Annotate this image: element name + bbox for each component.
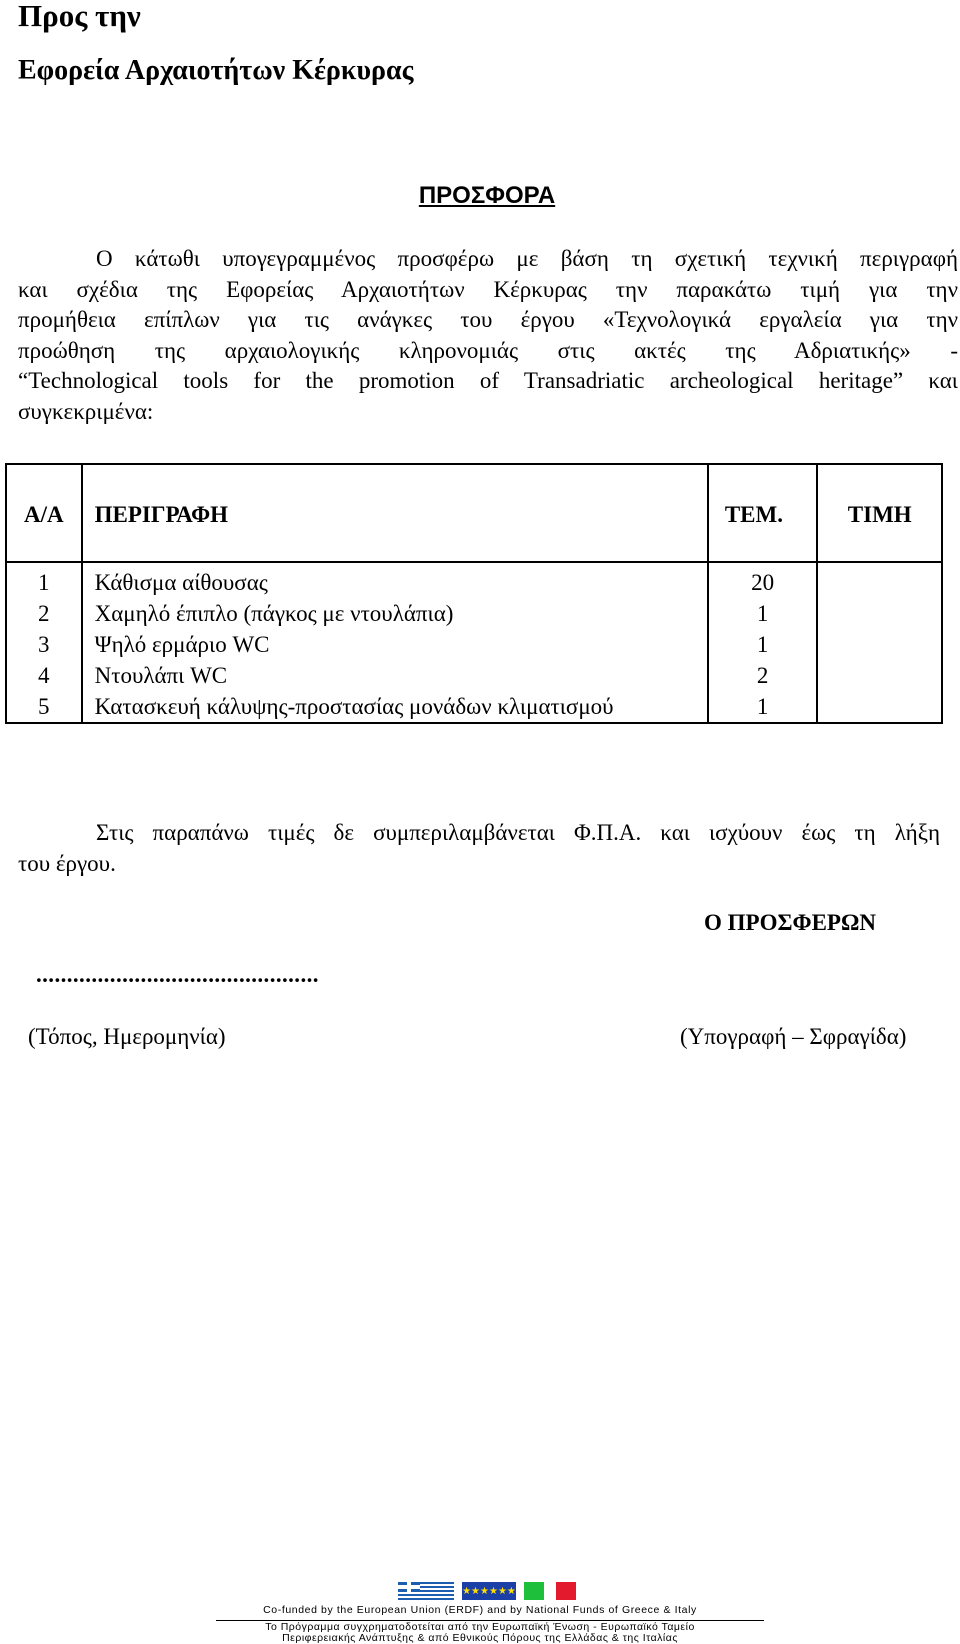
row-quantity: 2 <box>708 660 818 691</box>
row-description: Χαμηλό έπιπλο (πάγκος με ντουλάπια) <box>82 598 708 629</box>
note-line: του έργου. <box>18 850 116 876</box>
note-line: Στις παραπάνω τιμές δε συμπεριλαμβάνεται Φ.Π.Α. και ισχύουν έως τη λήξη <box>96 820 940 845</box>
row-description: Ντουλάπι WC <box>82 660 708 691</box>
place-date-blank[interactable]: .............................................. <box>36 962 319 987</box>
intro-line: Ο κάτωθι υπογεγραμμένος προσφέρω με βάση τη σχετική τεχνική περιγραφή <box>96 246 958 271</box>
row-quantity: 1 <box>708 598 818 629</box>
table-row <box>6 629 942 660</box>
intro-line: και σχέδια της Εφορείας Αρχαιοτήτων Κέρκυρας την παρακάτω τιμή για την <box>18 276 958 302</box>
row-quantity: 1 <box>708 691 818 723</box>
table-header-row <box>6 464 942 562</box>
intro-line: συγκεκριμένα: <box>18 398 154 424</box>
intro-line: “Technological tools for the promotion of Transadriatic archeological heritage” και <box>18 368 958 394</box>
table-row <box>6 660 942 691</box>
place-date-caption: (Τόπος, Ημερομηνία) <box>28 1024 226 1049</box>
table-row <box>6 562 942 598</box>
intro-paragraph <box>18 244 958 428</box>
row-quantity: 20 <box>708 562 818 598</box>
offeror-label: Ο ΠΡΟΣΦΕΡΩΝ <box>704 910 876 935</box>
row-aa: 5 <box>6 691 82 723</box>
footer-programme <box>0 1622 960 1644</box>
row-description: Κατασκευή κάλυψης-προστασίας μονάδων κλιματισμού <box>82 691 708 723</box>
row-price-cell[interactable] <box>817 598 942 629</box>
row-aa: 3 <box>6 629 82 660</box>
addressee-line-2: Εφορεία Αρχαιοτήτων Κέρκυρας <box>18 55 414 86</box>
row-aa: 4 <box>6 660 82 691</box>
intro-line: προώθηση της αρχαιολογικής κληρονομιάς στις ακτές της Αδριατικής» - <box>18 337 958 363</box>
header-description: ΠΕΡΙΓΡΑΦΗ <box>82 464 708 562</box>
intro-line: προμήθεια επίπλων για τις ανάγκες του έργου «Τεχνολογικά εργαλεία για την <box>18 307 958 333</box>
vat-note <box>18 818 940 879</box>
funding-logos <box>398 1582 580 1602</box>
row-price-cell[interactable] <box>817 629 942 660</box>
row-quantity: 1 <box>708 629 818 660</box>
addressee-line-1: Προς την <box>18 0 141 33</box>
row-aa: 1 <box>6 562 82 598</box>
row-price-cell[interactable] <box>817 562 942 598</box>
footer-programme-line: Περιφερειακής Ανάπτυξης & από Εθνικούς Πόρους της Ελλάδας & της Ιταλίας <box>282 1632 678 1644</box>
table-row <box>6 691 942 723</box>
header-aa: Α/Α <box>6 464 82 562</box>
row-description: Κάθισμα αίθουσας <box>82 562 708 598</box>
green-square-icon <box>524 1582 544 1600</box>
header-quantity: ΤΕΜ. <box>708 464 818 562</box>
row-price-cell[interactable] <box>817 691 942 723</box>
footer-cofunded: Co-funded by the European Union (ERDF) and by National Funds of Greece & Italy <box>263 1604 697 1616</box>
row-aa: 2 <box>6 598 82 629</box>
row-description: Ψηλό ερμάριο WC <box>82 629 708 660</box>
document-title: ΠΡΟΣΦΟΡΑ <box>418 182 556 209</box>
red-square-icon <box>556 1582 576 1600</box>
eu-flag-icon: ★★★★★★ <box>462 1582 516 1600</box>
row-price-cell[interactable] <box>817 660 942 691</box>
offer-table <box>5 463 943 724</box>
greek-flag-icon <box>398 1582 454 1600</box>
table-row <box>6 598 942 629</box>
footer-programme-line: Το Πρόγραμμα συγχρηματοδοτείται από την Ευρωπαϊκή Ένωση - Ευρωπαϊκό Ταμείο <box>265 1621 695 1633</box>
header-price: ΤΙΜΗ <box>817 464 942 562</box>
signature-caption: (Υπογραφή – Σφραγίδα) <box>680 1024 907 1049</box>
